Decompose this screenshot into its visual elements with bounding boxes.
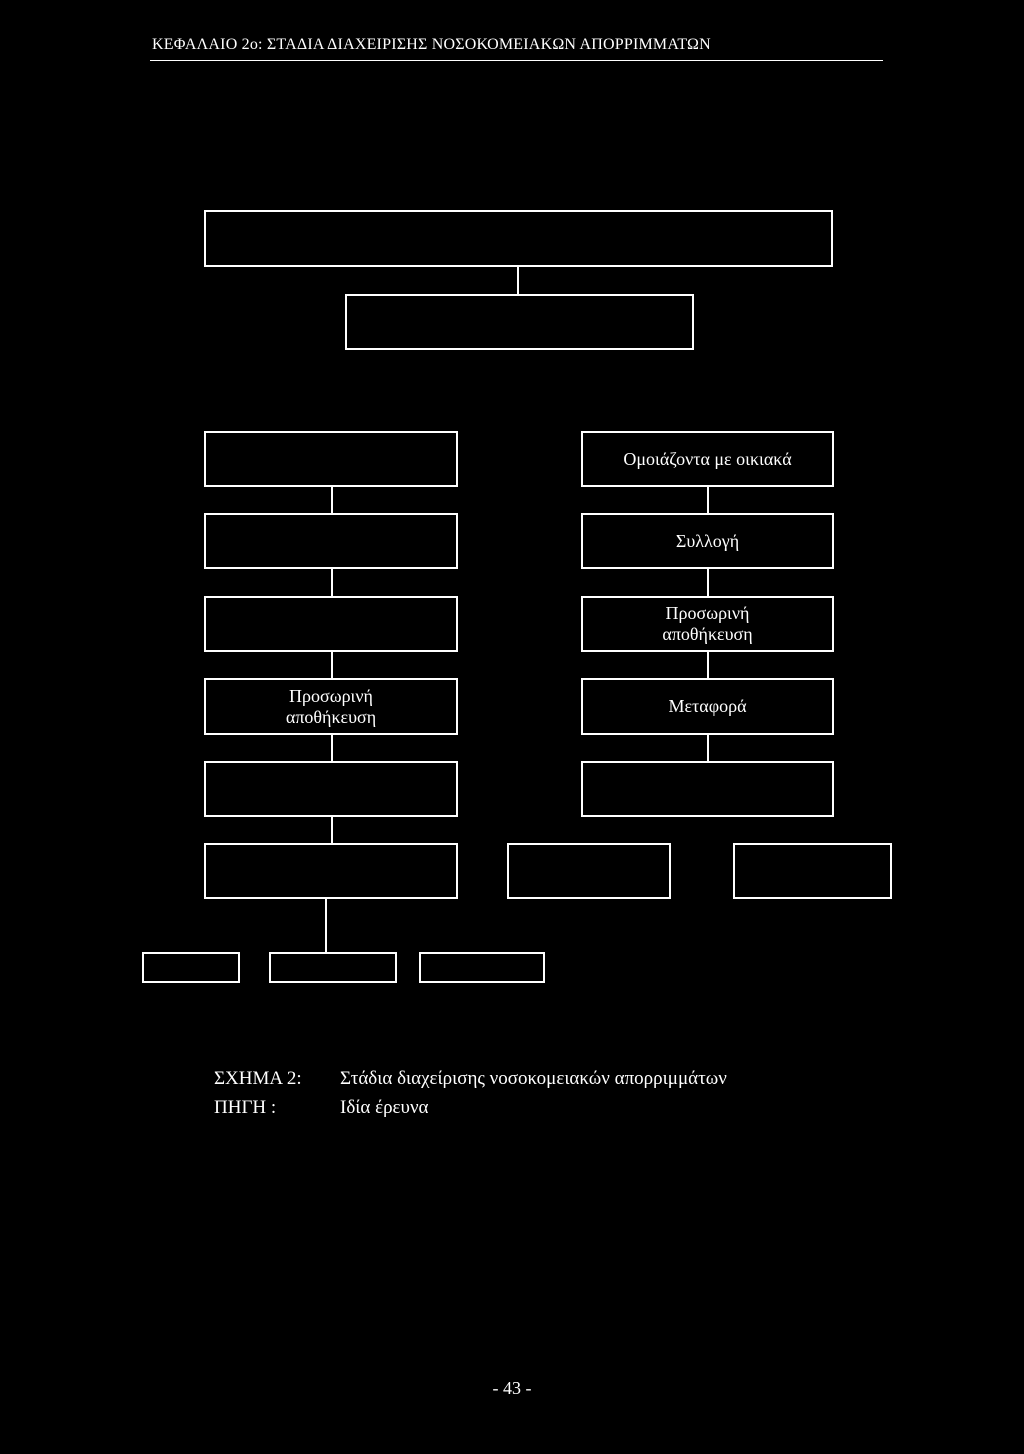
second-box bbox=[345, 294, 694, 350]
left-box-5 bbox=[204, 761, 458, 817]
middle-box-1 bbox=[507, 843, 671, 899]
left-box-6 bbox=[204, 843, 458, 899]
right-box-collection: Συλλογή bbox=[581, 513, 834, 569]
right-box-household-like: Ομοιάζοντα με οικιακά bbox=[581, 431, 834, 487]
figure-label: ΣΧΗΜΑ 2: bbox=[214, 1068, 302, 1089]
source-label: ΠΗΓΗ : bbox=[214, 1097, 277, 1118]
top-box bbox=[204, 210, 833, 267]
bottom-box-2 bbox=[269, 952, 397, 983]
bottom-box-1 bbox=[142, 952, 240, 983]
middle-box-2 bbox=[733, 843, 892, 899]
left-box-1 bbox=[204, 431, 458, 487]
left-box-3 bbox=[204, 596, 458, 652]
page-number: - 43 - bbox=[492, 1378, 532, 1398]
left-box-temporary-storage: Προσωρινή αποθήκευση bbox=[204, 678, 458, 735]
right-box-5 bbox=[581, 761, 834, 817]
figure-title: Στάδια διαχείρισης νοσοκομειακών απορριμμάτων bbox=[340, 1068, 727, 1089]
chapter-title: ΚΕΦΑΛΑΙΟ 2ο: ΣΤΑΔΙΑ ΔΙΑΧΕΙΡΙΣΗΣ ΝΟΣΟΚΟΜΕΙΑΚΩΝ ΑΠΟΡΡΙΜΜΑΤΩΝ bbox=[152, 36, 711, 53]
right-box-temporary-storage: Προσωρινή αποθήκευση bbox=[581, 596, 834, 652]
bottom-box-3 bbox=[419, 952, 545, 983]
right-box-transport: Μεταφορά bbox=[581, 678, 834, 735]
source-text: Ιδία έρευνα bbox=[340, 1097, 429, 1118]
left-box-2 bbox=[204, 513, 458, 569]
